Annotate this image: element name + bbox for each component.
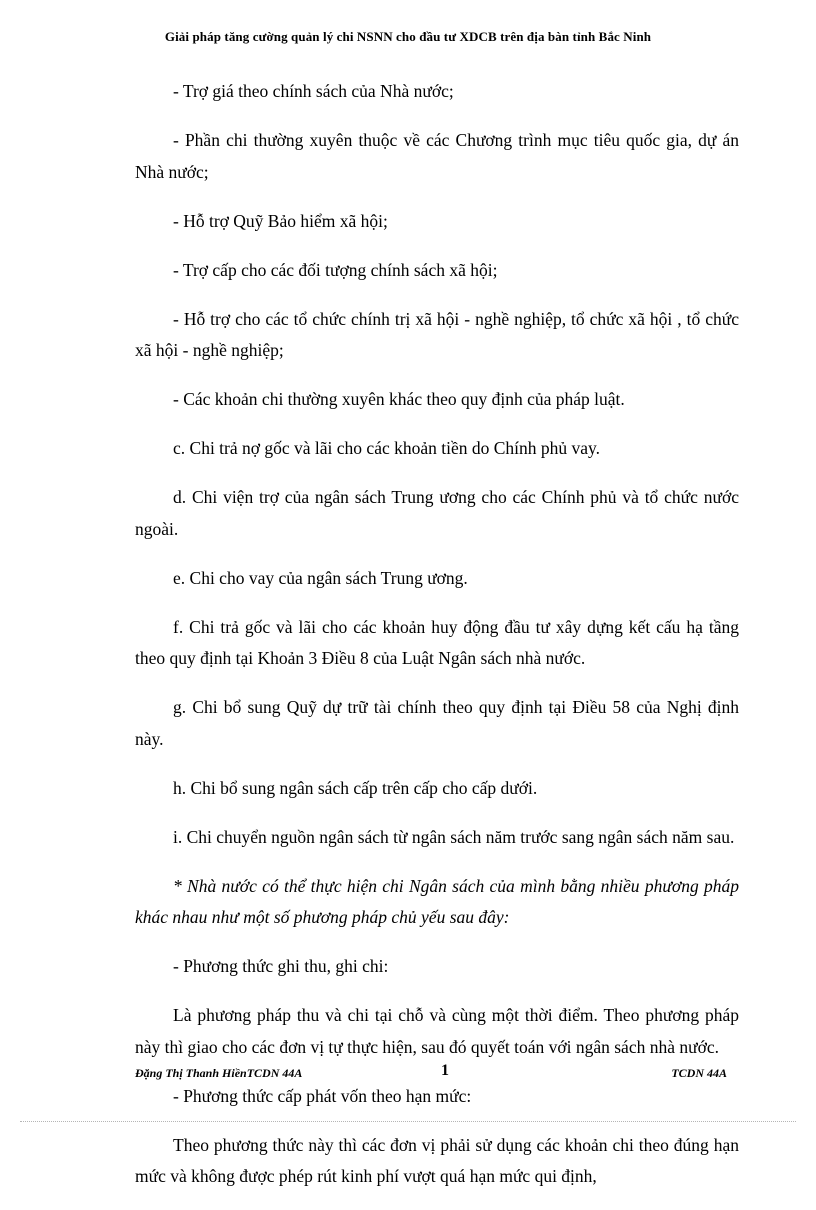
paragraph: c. Chi trả nợ gốc và lãi cho các khoản tiền do Chính phủ vay. bbox=[173, 438, 601, 458]
paragraph: h. Chi bổ sung ngân sách cấp trên cấp cho cấp dưới. bbox=[173, 777, 538, 798]
document-body bbox=[135, 76, 739, 1210]
paragraph: - Phần chi thường xuyên thuộc về các Chương trình mục tiêu quốc gia, dự án Nhà nước; bbox=[135, 130, 739, 182]
paragraph: - Trợ cấp cho các đối tượng chính sách xã hội; bbox=[173, 259, 498, 280]
paragraph: f. Chi trả gốc và lãi cho các khoản huy động đầu tư xây dựng kết cấu hạ tầng theo quy định tại Khoản 3 Điều 8 của Luật Ngân sách nhà nước. bbox=[135, 616, 739, 668]
page-footer bbox=[135, 1062, 739, 1092]
paragraph: - Các khoản chi thường xuyên khác theo quy định của pháp luật. bbox=[173, 389, 625, 409]
paragraph: Là phương pháp thu và chi tại chỗ và cùng một thời điểm. Theo phương pháp này thì giao cho các đơn vị tự thực hiện, sau đó quyết toán với ngân sách nhà nước. bbox=[135, 1005, 739, 1057]
paragraph: - Hỗ trợ cho các tổ chức chính trị xã hội - nghề nghiệp, tổ chức xã hội , tổ chức xã hội - nghề nghiệp; bbox=[135, 308, 739, 360]
page-number: 1 bbox=[441, 1062, 449, 1079]
paragraph: - Phương thức ghi thu, ghi chi: bbox=[173, 956, 389, 976]
paragraph: Theo phương thức này thì các đơn vị phải sử dụng các khoản chi theo đúng hạn mức và không được phép rút kinh phí vượt quá hạn mức qui định, bbox=[135, 1134, 739, 1186]
paragraph: - Hỗ trợ Quỹ Bảo hiểm xã hội; bbox=[173, 210, 388, 231]
paragraph: - Phương thức cấp phát vốn theo hạn mức: bbox=[173, 1085, 472, 1106]
footer-author: Đặng Thị Thanh HiềnTCDN 44A bbox=[135, 1066, 303, 1080]
page-bottom-divider bbox=[20, 1121, 796, 1122]
paragraph: g. Chi bổ sung Quỹ dự trữ tài chính theo quy định tại Điều 58 của Nghị định này. bbox=[135, 697, 739, 749]
page-header: Giải pháp tăng cường quản lý chi NSNN cho đầu tư XDCB trên địa bàn tỉnh Bắc Ninh bbox=[164, 29, 652, 44]
paragraph: i. Chi chuyển nguồn ngân sách từ ngân sách năm trước sang ngân sách năm sau. bbox=[173, 826, 735, 847]
paragraph: d. Chi viện trợ của ngân sách Trung ương cho các Chính phủ và tổ chức nước ngoài. bbox=[135, 487, 739, 539]
paragraph: * Nhà nước có thể thực hiện chi Ngân sách của mình bằng nhiều phương pháp khác nhau như một số phương pháp chủ yếu sau đây: bbox=[135, 875, 739, 927]
paragraph: - Trợ giá theo chính sách của Nhà nước; bbox=[173, 81, 454, 101]
footer-class: TCDN 44A bbox=[671, 1066, 727, 1080]
paragraph: e. Chi cho vay của ngân sách Trung ương. bbox=[173, 567, 468, 588]
